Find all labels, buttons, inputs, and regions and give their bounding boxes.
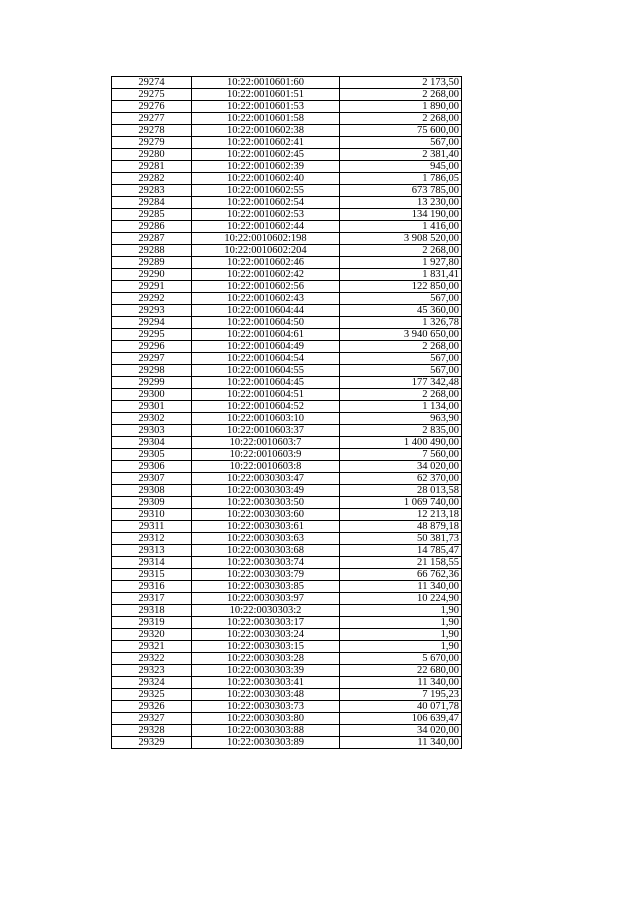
- row-number-cell: 29291: [112, 281, 192, 293]
- table-row: [112, 605, 462, 617]
- row-number-cell: 29284: [112, 197, 192, 209]
- cadastral-number-cell: 10:22:0010603:37: [192, 425, 340, 437]
- cadastral-number-cell: 10:22:0030303:24: [192, 629, 340, 641]
- row-number-cell: 29278: [112, 125, 192, 137]
- row-number-cell: 29320: [112, 629, 192, 641]
- amount-cell: 45 360,00: [340, 305, 462, 317]
- table-row: [112, 629, 462, 641]
- cadastral-number-cell: 10:22:0010602:53: [192, 209, 340, 221]
- table-row: [112, 365, 462, 377]
- cadastral-number-cell: 10:22:0030303:48: [192, 689, 340, 701]
- amount-cell: 1,90: [340, 629, 462, 641]
- table-row: [112, 293, 462, 305]
- row-number-cell: 29323: [112, 665, 192, 677]
- amount-cell: 3 908 520,00: [340, 233, 462, 245]
- cadastral-number-cell: 10:22:0010602:204: [192, 245, 340, 257]
- table-row: [112, 545, 462, 557]
- row-number-cell: 29304: [112, 437, 192, 449]
- cadastral-number-cell: 10:22:0030303:50: [192, 497, 340, 509]
- cadastral-number-cell: 10:22:0030303:60: [192, 509, 340, 521]
- row-number-cell: 29308: [112, 485, 192, 497]
- cadastral-number-cell: 10:22:0010602:41: [192, 137, 340, 149]
- cadastral-number-cell: 10:22:0010604:52: [192, 401, 340, 413]
- row-number-cell: 29274: [112, 77, 192, 89]
- amount-cell: 7 560,00: [340, 449, 462, 461]
- amount-cell: 1 831,41: [340, 269, 462, 281]
- table-row: [112, 269, 462, 281]
- row-number-cell: 29313: [112, 545, 192, 557]
- cadastral-number-cell: 10:22:0010603:8: [192, 461, 340, 473]
- cadastral-number-cell: 10:22:0030303:97: [192, 593, 340, 605]
- cadastral-number-cell: 10:22:0010602:55: [192, 185, 340, 197]
- row-number-cell: 29322: [112, 653, 192, 665]
- row-number-cell: 29290: [112, 269, 192, 281]
- cadastral-number-cell: 10:22:0010604:51: [192, 389, 340, 401]
- amount-cell: 66 762,36: [340, 569, 462, 581]
- amount-cell: 1 890,00: [340, 101, 462, 113]
- cadastral-number-cell: 10:22:0010601:53: [192, 101, 340, 113]
- table-row: [112, 401, 462, 413]
- row-number-cell: 29286: [112, 221, 192, 233]
- row-number-cell: 29310: [112, 509, 192, 521]
- row-number-cell: 29326: [112, 701, 192, 713]
- table-row: [112, 341, 462, 353]
- row-number-cell: 29318: [112, 605, 192, 617]
- cadastral-number-cell: 10:22:0030303:15: [192, 641, 340, 653]
- table-row: [112, 137, 462, 149]
- row-number-cell: 29280: [112, 149, 192, 161]
- row-number-cell: 29299: [112, 377, 192, 389]
- row-number-cell: 29289: [112, 257, 192, 269]
- amount-cell: 22 680,00: [340, 665, 462, 677]
- cadastral-number-cell: 10:22:0010604:50: [192, 317, 340, 329]
- table-row: [112, 305, 462, 317]
- row-number-cell: 29306: [112, 461, 192, 473]
- table-row: [112, 149, 462, 161]
- amount-cell: 5 670,00: [340, 653, 462, 665]
- row-number-cell: 29277: [112, 113, 192, 125]
- cadastral-number-cell: 10:22:0030303:2: [192, 605, 340, 617]
- row-number-cell: 29279: [112, 137, 192, 149]
- table-row: [112, 185, 462, 197]
- table-row: [112, 737, 462, 749]
- cadastral-number-cell: 10:22:0010601:58: [192, 113, 340, 125]
- cadastral-number-cell: 10:22:0010602:44: [192, 221, 340, 233]
- table-row: [112, 449, 462, 461]
- table-row: [112, 437, 462, 449]
- cadastral-number-cell: 10:22:0010604:55: [192, 365, 340, 377]
- amount-cell: 11 340,00: [340, 677, 462, 689]
- amount-cell: 1 069 740,00: [340, 497, 462, 509]
- row-number-cell: 29275: [112, 89, 192, 101]
- amount-cell: 48 879,18: [340, 521, 462, 533]
- table-row: [112, 617, 462, 629]
- cadastral-number-cell: 10:22:0010602:45: [192, 149, 340, 161]
- table-row: [112, 257, 462, 269]
- amount-cell: 1 326,78: [340, 317, 462, 329]
- cadastral-number-cell: 10:22:0030303:89: [192, 737, 340, 749]
- cadastral-number-cell: 10:22:0030303:85: [192, 581, 340, 593]
- data-table: [111, 76, 462, 749]
- row-number-cell: 29288: [112, 245, 192, 257]
- row-number-cell: 29276: [112, 101, 192, 113]
- cadastral-number-cell: 10:22:0030303:39: [192, 665, 340, 677]
- amount-cell: 7 195,23: [340, 689, 462, 701]
- table-row: [112, 497, 462, 509]
- row-number-cell: 29303: [112, 425, 192, 437]
- row-number-cell: 29329: [112, 737, 192, 749]
- cadastral-number-cell: 10:22:0030303:73: [192, 701, 340, 713]
- cadastral-number-cell: 10:22:0010602:43: [192, 293, 340, 305]
- amount-cell: 177 342,48: [340, 377, 462, 389]
- table-row: [112, 473, 462, 485]
- row-number-cell: 29281: [112, 161, 192, 173]
- table-row: [112, 485, 462, 497]
- amount-cell: 10 224,90: [340, 593, 462, 605]
- table-row: [112, 161, 462, 173]
- row-number-cell: 29298: [112, 365, 192, 377]
- row-number-cell: 29309: [112, 497, 192, 509]
- amount-cell: 567,00: [340, 365, 462, 377]
- amount-cell: 1 927,80: [340, 257, 462, 269]
- amount-cell: 62 370,00: [340, 473, 462, 485]
- table-row: [112, 569, 462, 581]
- cadastral-number-cell: 10:22:0010602:46: [192, 257, 340, 269]
- row-number-cell: 29314: [112, 557, 192, 569]
- row-number-cell: 29321: [112, 641, 192, 653]
- table-row: [112, 77, 462, 89]
- row-number-cell: 29300: [112, 389, 192, 401]
- row-number-cell: 29305: [112, 449, 192, 461]
- cadastral-number-cell: 10:22:0010604:45: [192, 377, 340, 389]
- amount-cell: 1 134,00: [340, 401, 462, 413]
- amount-cell: 3 940 650,00: [340, 329, 462, 341]
- amount-cell: 1,90: [340, 605, 462, 617]
- table-body: [112, 77, 462, 749]
- table-row: [112, 353, 462, 365]
- cadastral-number-cell: 10:22:0030303:79: [192, 569, 340, 581]
- cadastral-number-cell: 10:22:0010602:39: [192, 161, 340, 173]
- table-row: [112, 101, 462, 113]
- cadastral-number-cell: 10:22:0010602:40: [192, 173, 340, 185]
- row-number-cell: 29285: [112, 209, 192, 221]
- row-number-cell: 29302: [112, 413, 192, 425]
- table-row: [112, 593, 462, 605]
- amount-cell: 50 381,73: [340, 533, 462, 545]
- row-number-cell: 29297: [112, 353, 192, 365]
- amount-cell: 1 786,05: [340, 173, 462, 185]
- cadastral-number-cell: 10:22:0010601:51: [192, 89, 340, 101]
- table-row: [112, 377, 462, 389]
- table-row: [112, 329, 462, 341]
- amount-cell: 1,90: [340, 641, 462, 653]
- table-row: [112, 209, 462, 221]
- amount-cell: 134 190,00: [340, 209, 462, 221]
- table-row: [112, 641, 462, 653]
- cadastral-number-cell: 10:22:0010604:61: [192, 329, 340, 341]
- amount-cell: 2 835,00: [340, 425, 462, 437]
- row-number-cell: 29307: [112, 473, 192, 485]
- row-number-cell: 29295: [112, 329, 192, 341]
- row-number-cell: 29315: [112, 569, 192, 581]
- amount-cell: 13 230,00: [340, 197, 462, 209]
- amount-cell: 11 340,00: [340, 737, 462, 749]
- cadastral-number-cell: 10:22:0030303:49: [192, 485, 340, 497]
- row-number-cell: 29317: [112, 593, 192, 605]
- amount-cell: 945,00: [340, 161, 462, 173]
- table-row: [112, 413, 462, 425]
- amount-cell: 2 268,00: [340, 89, 462, 101]
- cadastral-number-cell: 10:22:0030303:80: [192, 713, 340, 725]
- table-row: [112, 113, 462, 125]
- amount-cell: 34 020,00: [340, 461, 462, 473]
- row-number-cell: 29301: [112, 401, 192, 413]
- amount-cell: 1 400 490,00: [340, 437, 462, 449]
- cadastral-number-cell: 10:22:0010602:56: [192, 281, 340, 293]
- amount-cell: 673 785,00: [340, 185, 462, 197]
- table-row: [112, 317, 462, 329]
- table-row: [112, 521, 462, 533]
- cadastral-number-cell: 10:22:0010602:54: [192, 197, 340, 209]
- cadastral-number-cell: 10:22:0030303:68: [192, 545, 340, 557]
- table-row: [112, 233, 462, 245]
- cadastral-number-cell: 10:22:0010602:42: [192, 269, 340, 281]
- table-row: [112, 389, 462, 401]
- row-number-cell: 29311: [112, 521, 192, 533]
- cadastral-number-cell: 10:22:0030303:61: [192, 521, 340, 533]
- cadastral-number-cell: 10:22:0030303:63: [192, 533, 340, 545]
- cadastral-number-cell: 10:22:0030303:47: [192, 473, 340, 485]
- row-number-cell: 29296: [112, 341, 192, 353]
- table-row: [112, 197, 462, 209]
- row-number-cell: 29328: [112, 725, 192, 737]
- amount-cell: 14 785,47: [340, 545, 462, 557]
- amount-cell: 2 268,00: [340, 245, 462, 257]
- cadastral-number-cell: 10:22:0030303:41: [192, 677, 340, 689]
- amount-cell: 21 158,55: [340, 557, 462, 569]
- amount-cell: 2 268,00: [340, 113, 462, 125]
- cadastral-number-cell: 10:22:0010603:10: [192, 413, 340, 425]
- amount-cell: 75 600,00: [340, 125, 462, 137]
- table-row: [112, 701, 462, 713]
- row-number-cell: 29294: [112, 317, 192, 329]
- table-row: [112, 677, 462, 689]
- cadastral-number-cell: 10:22:0010603:9: [192, 449, 340, 461]
- table-row: [112, 245, 462, 257]
- amount-cell: 567,00: [340, 293, 462, 305]
- table-row: [112, 713, 462, 725]
- row-number-cell: 29325: [112, 689, 192, 701]
- amount-cell: 106 639,47: [340, 713, 462, 725]
- amount-cell: 2 268,00: [340, 341, 462, 353]
- cadastral-number-cell: 10:22:0010601:60: [192, 77, 340, 89]
- amount-cell: 12 213,18: [340, 509, 462, 521]
- row-number-cell: 29282: [112, 173, 192, 185]
- amount-cell: 567,00: [340, 137, 462, 149]
- table-row: [112, 665, 462, 677]
- table-row: [112, 221, 462, 233]
- amount-cell: 11 340,00: [340, 581, 462, 593]
- row-number-cell: 29312: [112, 533, 192, 545]
- cadastral-number-cell: 10:22:0030303:28: [192, 653, 340, 665]
- table-row: [112, 125, 462, 137]
- amount-cell: 28 013,58: [340, 485, 462, 497]
- amount-cell: 963,90: [340, 413, 462, 425]
- table-row: [112, 509, 462, 521]
- cadastral-number-cell: 10:22:0010602:38: [192, 125, 340, 137]
- cadastral-number-cell: 10:22:0030303:74: [192, 557, 340, 569]
- row-number-cell: 29324: [112, 677, 192, 689]
- cadastral-number-cell: 10:22:0030303:17: [192, 617, 340, 629]
- table-row: [112, 581, 462, 593]
- table-row: [112, 461, 462, 473]
- row-number-cell: 29283: [112, 185, 192, 197]
- cadastral-number-cell: 10:22:0030303:88: [192, 725, 340, 737]
- table-row: [112, 89, 462, 101]
- amount-cell: 1 416,00: [340, 221, 462, 233]
- row-number-cell: 29293: [112, 305, 192, 317]
- amount-cell: 40 071,78: [340, 701, 462, 713]
- cadastral-number-cell: 10:22:0010604:54: [192, 353, 340, 365]
- table-row: [112, 425, 462, 437]
- table-row: [112, 689, 462, 701]
- cadastral-number-cell: 10:22:0010603:7: [192, 437, 340, 449]
- amount-cell: 567,00: [340, 353, 462, 365]
- amount-cell: 2 381,40: [340, 149, 462, 161]
- row-number-cell: 29287: [112, 233, 192, 245]
- cadastral-number-cell: 10:22:0010604:49: [192, 341, 340, 353]
- row-number-cell: 29319: [112, 617, 192, 629]
- table-row: [112, 173, 462, 185]
- table-row: [112, 281, 462, 293]
- table-row: [112, 557, 462, 569]
- table-row: [112, 653, 462, 665]
- amount-cell: 2 268,00: [340, 389, 462, 401]
- cadastral-number-cell: 10:22:0010604:44: [192, 305, 340, 317]
- row-number-cell: 29292: [112, 293, 192, 305]
- table-row: [112, 725, 462, 737]
- amount-cell: 2 173,50: [340, 77, 462, 89]
- table-row: [112, 533, 462, 545]
- row-number-cell: 29316: [112, 581, 192, 593]
- amount-cell: 1,90: [340, 617, 462, 629]
- cadastral-number-cell: 10:22:0010602:198: [192, 233, 340, 245]
- row-number-cell: 29327: [112, 713, 192, 725]
- amount-cell: 34 020,00: [340, 725, 462, 737]
- amount-cell: 122 850,00: [340, 281, 462, 293]
